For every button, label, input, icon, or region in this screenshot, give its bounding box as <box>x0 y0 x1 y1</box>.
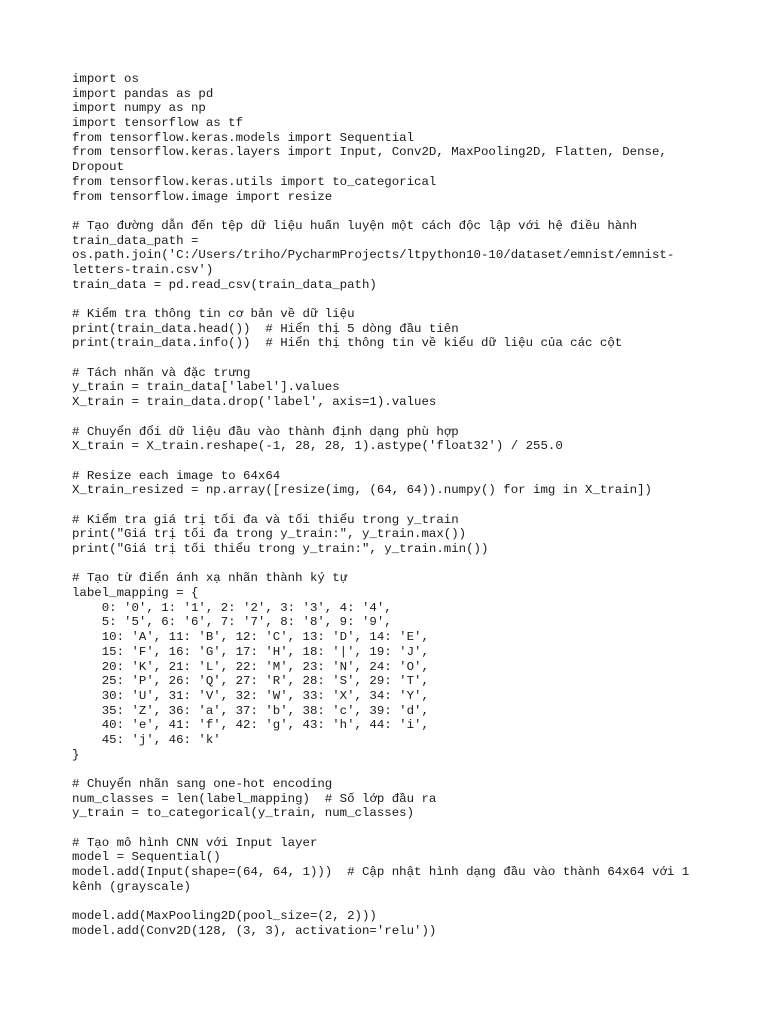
code-line: # Tạo đường dẫn đến tệp dữ liệu huấn luyện một cách độc lập với hệ điều hành <box>72 218 638 233</box>
code-line: from tensorflow.image import resize <box>72 189 333 204</box>
code-line <box>72 292 712 307</box>
code-line: kênh (grayscale) <box>72 879 191 894</box>
code-line: y_train = to_categorical(y_train, num_classes) <box>72 806 415 821</box>
code-line: X_train = train_data.drop('label', axis=1).values <box>72 395 437 410</box>
code-line <box>72 821 712 836</box>
code-line: # Chuyển nhãn sang one-hot encoding <box>72 777 333 791</box>
code-line: train_data = pd.read_csv(train_data_path) <box>72 277 377 292</box>
code-line: 25: 'P', 26: 'Q', 27: 'R', 28: 'S', 29: 'T', <box>72 674 429 689</box>
code-line: import tensorflow as tf <box>72 116 244 131</box>
code-line: 40: 'e', 41: 'f', 42: 'g', 43: 'h', 44: 'i', <box>72 718 429 733</box>
code-line: model.add(MaxPooling2D(pool_size=(2, 2))) <box>72 909 377 924</box>
code-line: model.add(Conv2D(128, (3, 3), activation='relu')) <box>72 923 437 938</box>
code-line: 10: 'A', 11: 'B', 12: 'C', 13: 'D', 14: 'E', <box>72 630 429 645</box>
code-line: # Chuyển đổi dữ liệu đầu vào thành định dạng phù hợp <box>72 424 459 439</box>
code-line: # Tạo mô hình CNN với Input layer <box>72 835 318 850</box>
code-line <box>72 557 712 572</box>
code-line <box>72 204 712 219</box>
code-line: print("Giá trị tối đa trong y_train:", y_train.max()) <box>72 527 467 542</box>
code-line: X_train_resized = np.array([resize(img, (64, 64)).numpy() for img in X_train]) <box>72 483 652 498</box>
code-line: from tensorflow.keras.models import Sequential <box>72 130 415 145</box>
code-line <box>72 762 712 777</box>
code-line: 20: 'K', 21: 'L', 22: 'M', 23: 'N', 24: 'O', <box>72 659 429 674</box>
code-line: print(train_data.info()) # Hiển thị thông tin về kiểu dữ liệu của các cột <box>72 336 623 351</box>
code-line: print(train_data.head()) # Hiển thị 5 dòng đầu tiên <box>72 321 459 336</box>
code-line: from tensorflow.keras.layers import Input, Conv2D, MaxPooling2D, Flatten, Dense, <box>72 145 667 160</box>
code-line: # Resize each image to 64x64 <box>72 468 281 483</box>
code-line: 30: 'U', 31: 'V', 32: 'W', 33: 'X', 34: 'Y', <box>72 688 429 703</box>
code-line: # Tạo từ điển ánh xạ nhãn thành ký tự <box>72 571 348 586</box>
code-line: model = Sequential() <box>72 850 221 865</box>
code-line: import numpy as np <box>72 101 206 116</box>
code-line: # Kiểm tra giá trị tối đa và tối thiểu trong y_train <box>72 512 459 527</box>
code-line <box>72 895 712 910</box>
code-line <box>72 410 712 425</box>
code-line: } <box>72 747 80 762</box>
code-line: import pandas as pd <box>72 86 214 101</box>
code-line: import os <box>72 72 139 86</box>
code-line: 5: '5', 6: '6', 7: '7', 8: '8', 9: '9', <box>72 615 392 630</box>
code-line: 45: 'j', 46: 'k' <box>72 732 221 747</box>
code-line: num_classes = len(label_mapping) # Số lớp đầu ra <box>72 791 437 806</box>
code-line <box>72 454 712 469</box>
code-block <box>72 72 712 939</box>
code-line: y_train = train_data['label'].values <box>72 380 340 395</box>
code-line: X_train = X_train.reshape(-1, 28, 28, 1).astype('float32') / 255.0 <box>72 439 563 454</box>
code-line: print("Giá trị tối thiểu trong y_train:", y_train.min()) <box>72 542 489 556</box>
code-line: # Tách nhãn và đặc trưng <box>72 365 251 380</box>
code-line: 15: 'F', 16: 'G', 17: 'H', 18: '|', 19: 'J', <box>72 644 429 659</box>
code-line <box>72 498 712 513</box>
code-line <box>72 351 712 366</box>
code-line: Dropout <box>72 160 125 175</box>
code-line: train_data_path = <box>72 233 199 248</box>
code-line: 35: 'Z', 36: 'a', 37: 'b', 38: 'c', 39: 'd', <box>72 703 429 718</box>
code-line: label_mapping = { <box>72 586 199 601</box>
code-line: # Kiểm tra thông tin cơ bản về dữ liệu <box>72 307 355 321</box>
code-line: model.add(Input(shape=(64, 64, 1))) # Cập nhật hình dạng đầu vào thành 64x64 với 1 <box>72 865 690 880</box>
code-line: os.path.join('C:/Users/triho/PycharmProjects/ltpython10-10/dataset/emnist/emnist- <box>72 248 675 263</box>
code-line: from tensorflow.keras.utils import to_categorical <box>72 174 437 189</box>
code-line: 0: '0', 1: '1', 2: '2', 3: '3', 4: '4', <box>72 600 392 615</box>
code-line: letters-train.csv') <box>72 262 214 277</box>
